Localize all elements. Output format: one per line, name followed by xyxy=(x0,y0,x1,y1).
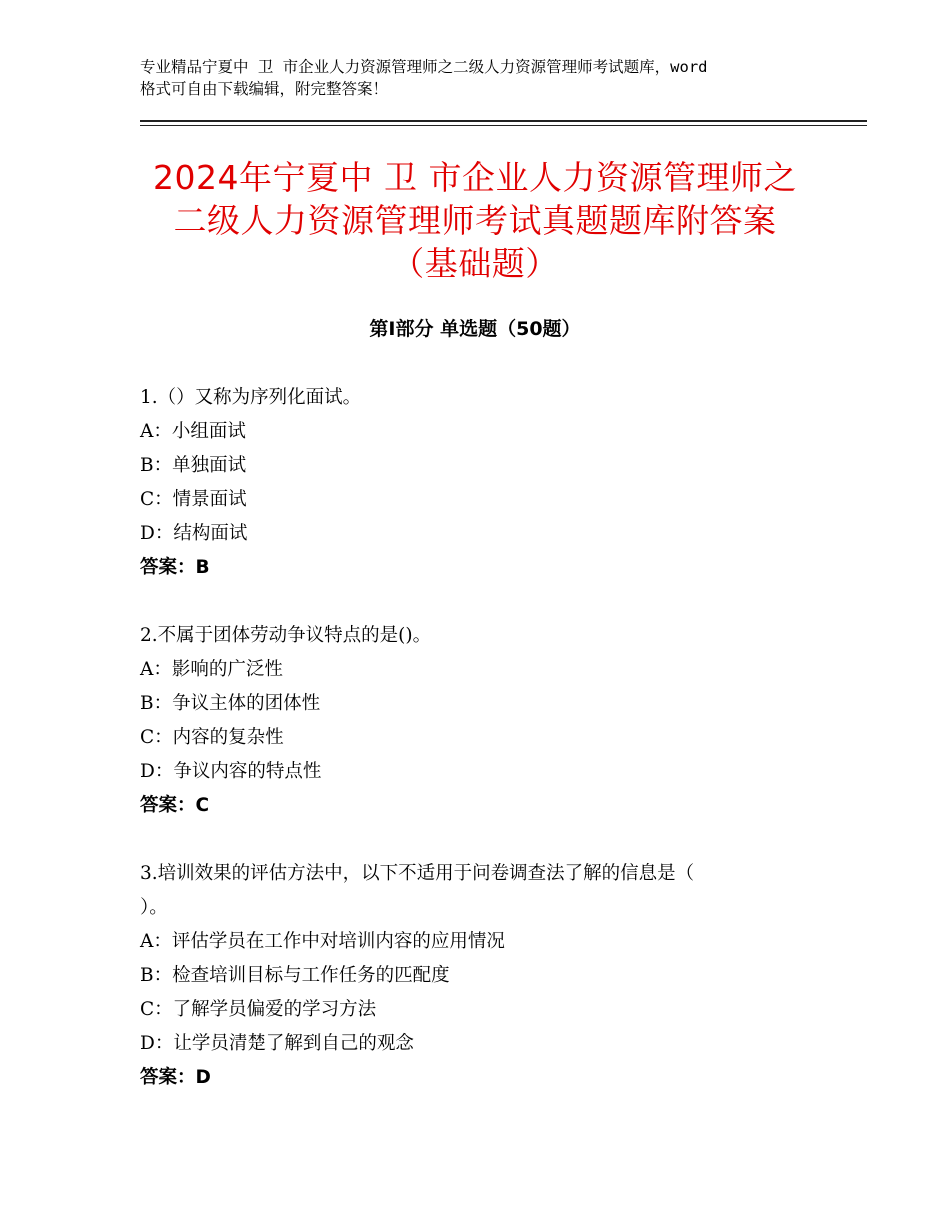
answer-label: 答案：B xyxy=(140,557,210,578)
option-a: A：小组面试 xyxy=(140,421,246,442)
option-d: D：让学员清楚了解到自己的观念 xyxy=(140,1033,414,1054)
option-d: D：结构面试 xyxy=(140,523,248,544)
document-header-note: 专业精品宁夏中 卫 市企业人力资源管理师之二级人力资源管理师考试题库，word 格式可自由下载编辑，附完整答案！ xyxy=(140,58,708,98)
header-divider-bottom xyxy=(140,125,867,127)
question-stem: 2.不属于团体劳动争议特点的是()。 xyxy=(140,625,432,646)
question-list xyxy=(140,381,830,1129)
title-line-3: （基础题） xyxy=(391,244,559,283)
section-heading: 第Ⅰ部分 单选题（50题） xyxy=(369,318,581,340)
answer-label: 答案：C xyxy=(140,795,210,816)
document-title xyxy=(100,156,850,285)
title-line-1: 2024年宁夏中 卫 市企业人力资源管理师之 xyxy=(153,158,797,197)
option-a: A：评估学员在工作中对培训内容的应用情况 xyxy=(140,931,505,952)
option-b: B：单独面试 xyxy=(140,455,247,476)
option-a: A：影响的广泛性 xyxy=(140,659,283,680)
option-d: D：争议内容的特点性 xyxy=(140,761,322,782)
question-stem-continuation: ）。 xyxy=(140,897,168,918)
header-divider-top xyxy=(140,120,867,122)
title-line-2: 二级人力资源管理师考试真题题库附答案 xyxy=(173,201,777,240)
question-item-1 xyxy=(140,381,830,585)
option-c: C：内容的复杂性 xyxy=(140,727,284,748)
question-stem: 1.（）又称为序列化面试。 xyxy=(140,387,362,408)
answer-label: 答案：D xyxy=(140,1067,211,1088)
option-c: C：了解学员偏爱的学习方法 xyxy=(140,999,377,1020)
option-c: C：情景面试 xyxy=(140,489,247,510)
question-item-2 xyxy=(140,619,830,823)
option-b: B：检查培训目标与工作任务的匹配度 xyxy=(140,965,450,986)
question-item-3 xyxy=(140,857,830,1095)
option-b: B：争议主体的团体性 xyxy=(140,693,321,714)
question-stem: 3.培训效果的评估方法中，以下不适用于问卷调查法了解的信息是（ xyxy=(140,863,695,884)
